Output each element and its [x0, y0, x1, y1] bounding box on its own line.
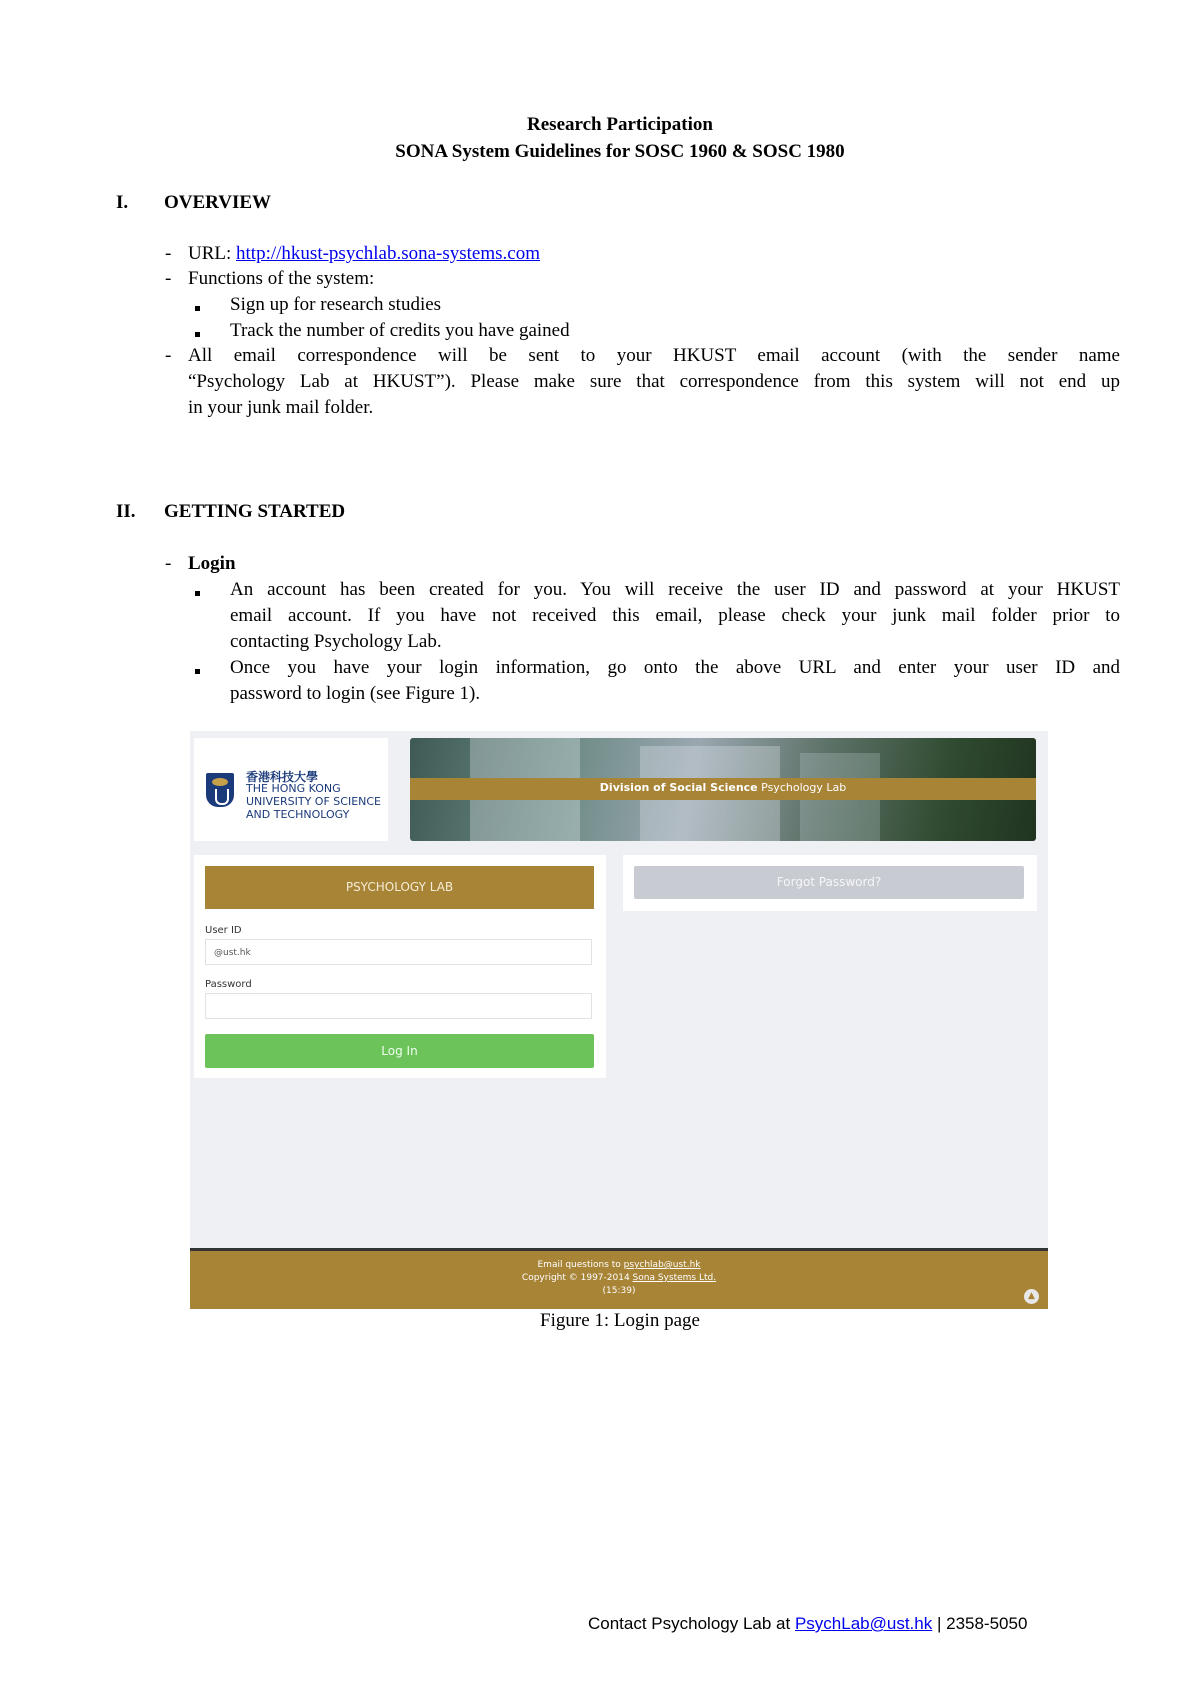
url-label: URL: — [188, 243, 237, 264]
footer-copyright-line — [190, 1273, 1048, 1283]
page-footer — [190, 1248, 1048, 1309]
section-number: I. — [116, 192, 129, 213]
bullet-dash: - — [165, 345, 172, 366]
footer-email-prefix: Email questions to — [537, 1260, 624, 1270]
functions-label: Functions of the system: — [188, 268, 375, 289]
bullet-dash: - — [165, 268, 172, 289]
login-button[interactable]: Log In — [205, 1034, 594, 1068]
logo-english-name: THE HONG KONG UNIVERSITY OF SCIENCE AND TECHNOLOGY — [246, 782, 382, 821]
chevron-up-icon[interactable]: ▲ — [1024, 1289, 1039, 1304]
login-instruction-line: An account has been created for you. You will receive the user ID and password at your HKUST — [230, 579, 1120, 600]
login-instruction-line: Once you have your login information, go onto the above URL and enter your user ID and — [230, 657, 1120, 678]
contact-prefix: Contact Psychology Lab at — [588, 1614, 795, 1633]
function-item: Sign up for research studies — [230, 294, 442, 315]
section-overview-heading — [116, 192, 271, 214]
logo-chinese-name: 香港科技大學 — [246, 770, 319, 784]
sona-url-link[interactable]: http://hkust-psychlab.sona-systems.com — [236, 243, 541, 264]
banner-lab: Psychology Lab — [757, 781, 847, 794]
square-bullet — [195, 591, 200, 596]
forgot-password-button[interactable]: Forgot Password? — [634, 866, 1024, 899]
login-instruction-line: password to login (see Figure 1). — [230, 683, 481, 704]
forgot-password-card — [623, 855, 1037, 911]
bullet-dash: - — [165, 243, 172, 264]
function-item: Track the number of credits you have gained — [230, 320, 570, 341]
email-note-line: All email correspondence will be sent to your HKUST email account (with the sender name — [188, 345, 1120, 366]
footer-copyright-prefix: Copyright © 1997-2014 — [521, 1273, 633, 1283]
figure-caption: Figure 1: Login page — [540, 1310, 700, 1331]
campus-banner — [410, 738, 1036, 841]
contact-email-link[interactable]: PsychLab@ust.hk — [794, 1614, 933, 1633]
hkust-shield-icon — [206, 773, 234, 807]
email-note-line: “Psychology Lab at HKUST”). Please make sure that correspondence from this system will not end up — [188, 371, 1120, 392]
login-subheading: Login — [188, 553, 236, 574]
login-instruction-line: email account. If you have not received this email, please check your junk mail folder prior to — [230, 605, 1120, 626]
login-page-screenshot — [190, 731, 1048, 1309]
section-title: OVERVIEW — [164, 192, 272, 213]
footer-email-link[interactable]: psychlab@ust.hk — [623, 1260, 701, 1270]
doc-subtitle: SONA System Guidelines for SOSC 1960 & SOSC 1980 — [395, 141, 845, 162]
contact-phone: | 2358-5050 — [932, 1614, 1028, 1633]
square-bullet — [195, 306, 200, 311]
section-number: II. — [116, 501, 136, 522]
login-card — [194, 855, 606, 1078]
url-line — [188, 241, 540, 267]
bullet-dash: - — [165, 553, 172, 574]
email-note-line: in your junk mail folder. — [188, 397, 374, 418]
password-label: Password — [205, 979, 252, 990]
square-bullet — [195, 669, 200, 674]
userid-input[interactable]: @ust.hk — [205, 939, 592, 965]
section-getting-started-heading — [116, 501, 345, 523]
banner-title — [410, 781, 1036, 794]
password-input[interactable] — [205, 993, 592, 1019]
section-title: GETTING STARTED — [164, 501, 346, 522]
sona-systems-link[interactable]: Sona Systems Ltd. — [632, 1273, 717, 1283]
psychology-lab-header: PSYCHOLOGY LAB — [205, 866, 594, 909]
square-bullet — [195, 332, 200, 337]
footer-time: (15:39) — [602, 1286, 636, 1296]
doc-title: Research Participation — [527, 114, 713, 135]
login-instruction-line: contacting Psychology Lab. — [230, 631, 442, 652]
userid-label: User ID — [205, 925, 242, 936]
hkust-logo — [194, 738, 388, 841]
contact-footer — [588, 1614, 1027, 1634]
banner-division: Division of Social Science — [599, 781, 758, 794]
footer-email-line — [190, 1260, 1048, 1270]
